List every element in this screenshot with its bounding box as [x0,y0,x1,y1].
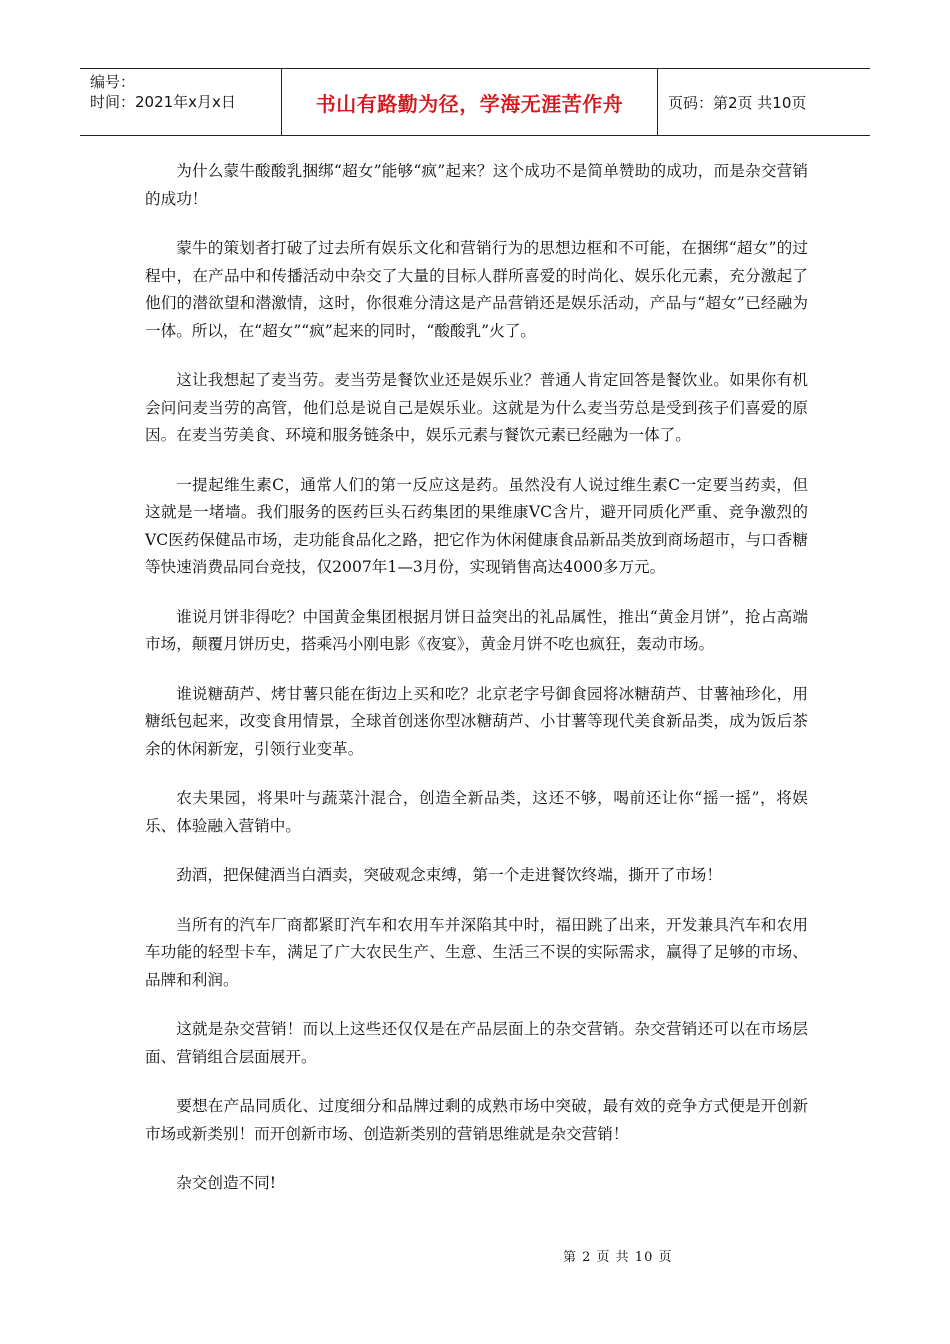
header-page-code: 页码：第2页 共10页 [668,93,807,112]
body-paragraph: 农夫果园，将果叶与蔬菜汁混合，创造全新品类，这还不够，喝前还让你“摇一摇”，将娱乐、体验融入营销中。 [145,789,808,835]
body-paragraph: 谁说月饼非得吃？中国黄金集团根据月饼日益突出的礼品属性，推出“黄金月饼”，抢占高端市场，颠覆月饼历史，搭乘冯小刚电影《夜宴》，黄金月饼不吃也疯狂，轰动市场。 [145,607,808,653]
document-date: 时间：2021年x月x日 [90,93,236,111]
document-number-label: 编号： [90,73,136,91]
body-paragraph-closing: 杂交创造不同! [176,1174,277,1192]
page-footer: 第 2 页 共 10 页 [563,1250,673,1265]
body-paragraph: 劲酒，把保健酒当白酒卖，突破观念束缚，第一个走进餐饮终端，撕开了市场！ [176,866,722,884]
body-paragraph: 谁说糖葫芦、烤甘薯只能在街边上买和吃？北京老字号御食园将冰糖葫芦、甘薯袖珍化，用糖纸包起来，改变食用情景，全球首创迷你型冰糖葫芦、小甘薯等现代美食新品类，成为饭后茶余的休闲新宠，引领行业变革。 [145,684,808,758]
body-paragraph: 蒙牛的策划者打破了过去所有娱乐文化和营销行为的思想边框和不可能，在捆绑“超女”的过程中，在产品中和传播活动中杂交了大量的目标人群所喜爱的时尚化、娱乐化元素，充分激起了他们的潜欲望和潜激情，这时，你很难分清这是产品营销还是娱乐活动，产品与“超女”已经融为一体。所以，在“超女”“疯”起来的同时，“酸酸乳”火了。 [145,239,808,340]
document-body [145,158,808,1220]
header-meta-cell [80,69,282,135]
body-paragraph: 一提起维生素C，通常人们的第一反应这是药。虽然没有人说过维生素C一定要当药卖，但这就是一堵墙。我们服务的医药巨头石药集团的果维康VC含片，避开同质化严重、竞争激烈的VC医药保健品市场，走功能食品化之路，把它作为休闲健康食品新品类放到商场超市，与口香糖等快速消费品同台竞技，仅2007年1—3月份，实现销售高达4000多万元。 [145,475,808,576]
body-paragraph: 这就是杂交营销！而以上这些还仅仅是在产品层面上的杂交营销。杂交营销还可以在市场层面、营销组合层面展开。 [145,1020,808,1066]
body-paragraph: 为什么蒙牛酸酸乳捆绑“超女”能够“疯”起来？这个成功不是简单赞助的成功，而是杂交营销的成功！ [145,162,808,208]
document-header [80,68,870,136]
body-paragraph: 这让我想起了麦当劳。麦当劳是餐饮业还是娱乐业？普通人肯定回答是餐饮业。如果你有机会问问麦当劳的高管，他们总是说自己是娱乐业。这就是为什么麦当劳总是受到孩子们喜爱的原因。在麦当劳美食、环境和服务链条中，娱乐元素与餐饮元素已经融为一体了。 [145,371,808,444]
header-motto: 书山有路勤为径，学海无涯苦作舟 [282,69,658,135]
body-paragraph: 要想在产品同质化、过度细分和品牌过剩的成熟市场中突破，最有效的竞争方式便是开创新市场或新类别！而开创新市场、创造新类别的营销思维就是杂交营销！ [145,1097,808,1143]
body-paragraph: 当所有的汽车厂商都紧盯汽车和农用车并深陷其中时，福田跳了出来，开发兼具汽车和农用车功能的轻型卡车，满足了广大农民生产、生意、生活三不误的实际需求，赢得了足够的市场、品牌和利润。 [145,915,808,989]
